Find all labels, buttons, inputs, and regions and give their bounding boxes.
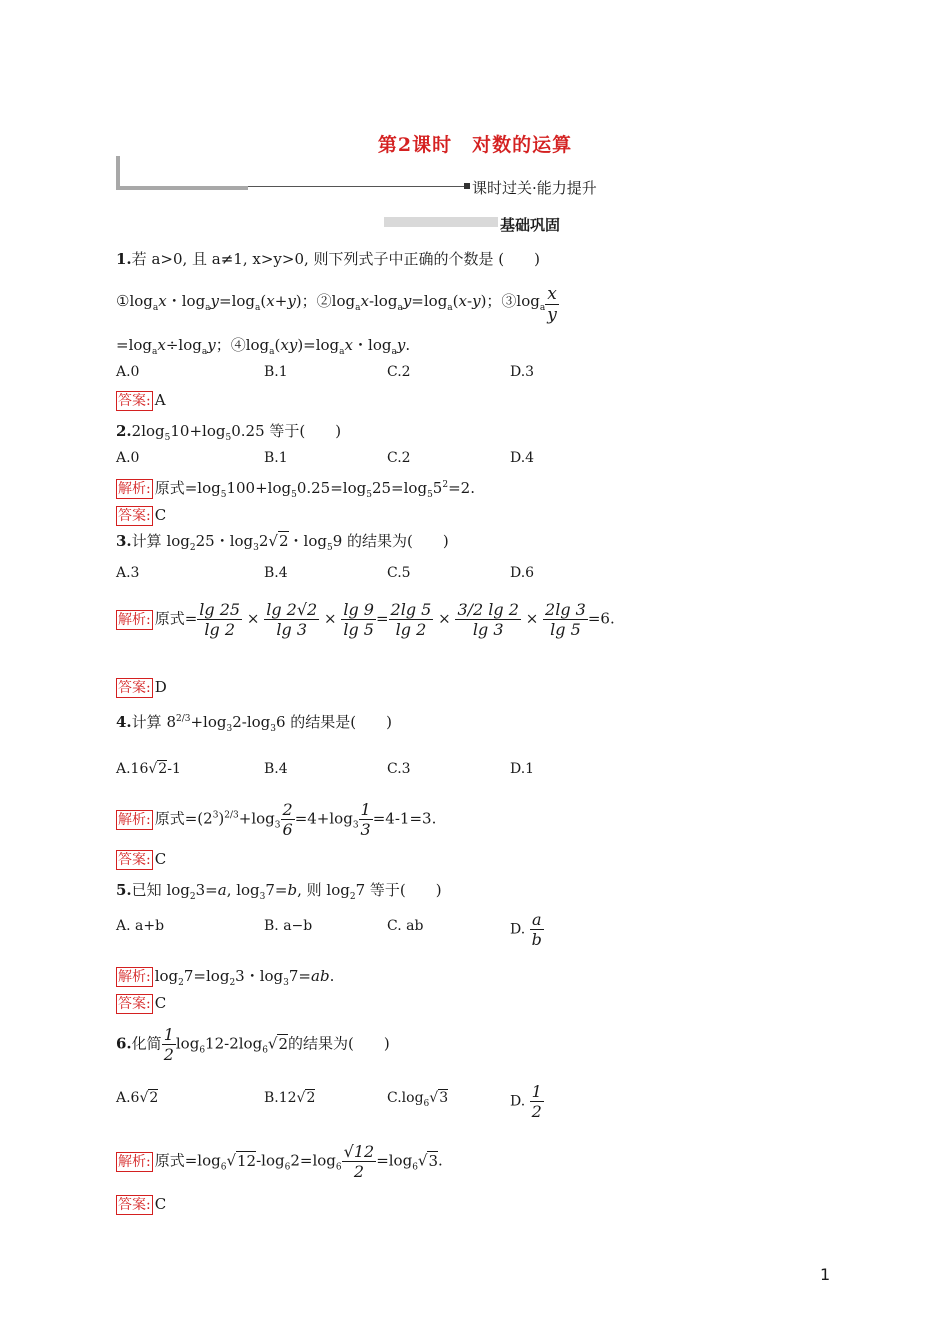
question-5-option-d: D. $\frac{a}{b}$ [510,910,542,949]
question-3-option-c: C.5 [387,565,411,581]
question-2-option-c: C.2 [387,450,411,466]
question-6-option-d: D. $\frac{1}{2}$ [510,1082,542,1121]
question-4-option-c: C.3 [387,761,411,777]
question-6-number: 6. [116,1034,132,1053]
question-3-answer-value: D [154,678,167,696]
question-5-answer-value: C [154,994,167,1012]
question-1-option-b: B.1 [264,364,288,380]
question-6-answer [116,1195,166,1215]
answer-tag: 答案: [118,1197,151,1213]
subsection-bar [384,217,498,227]
question-5-analysis: 解析: $\log_27=\log_23$・$\log_37=ab$. [118,967,335,988]
question-3-option-d: D.6 [510,565,535,581]
question-2-number: 2. [116,422,132,440]
bullet-square-icon [464,183,470,189]
page-number: 1 [820,1265,831,1284]
question-1-option-c: C.2 [387,364,411,380]
question-4-option-d: D.1 [510,761,535,777]
question-1-option-a: A.0 [116,364,140,380]
header-decoration-vertical [116,156,120,190]
question-1-statements-cont: $=\log_ax\div\log_ay$；$④\log_a(xy)=\log_ax$・$\log_ay$. [116,336,411,357]
question-6-option-c: $C.\log_6√3$ [387,1090,449,1109]
section-label: 课时过关·能力提升 [472,179,597,197]
question-5-option-c: C. ab [387,918,424,934]
analysis-tag: 解析: [118,1153,151,1170]
question-5-option-b: B. a−b [264,918,313,934]
answer-tag: 答案: [118,852,151,868]
question-6-answer-value: C [154,1195,167,1213]
answer-tag: 答案: [118,393,151,409]
question-2-option-b: B.1 [264,450,288,466]
question-1-stem [116,248,540,269]
question-3-analysis: 解析: 原式= $\frac{\lg 25}{\lg 2}$ × $\frac{\lg 2√2}{\lg 3}$ × $\frac{\lg 9}{\lg 5}$ = $\frac{2\lg 5}{\lg 2}$ × $\frac{3/2 \lg 2}{\lg 3}$ × $\frac{2\lg 3}{\lg 5}$ =6. [118,600,615,639]
question-3-stem: 3.计算 $\log_225$・$\log_32√2$・$\log_59$ 的结果为( ) [116,532,449,553]
question-3-option-a: A.3 [116,565,140,581]
page-title: 第2课时 对数的运算 [377,134,573,156]
question-6-option-a: A.6√2 [116,1090,159,1106]
question-1-answer-value: A [154,391,166,409]
question-5-answer [116,994,166,1014]
answer-tag: 答案: [118,508,151,524]
question-5-number: 5. [116,881,132,899]
question-4-option-b: B.4 [264,761,288,777]
question-3-number: 3. [116,532,132,550]
question-4-answer [116,850,166,870]
question-3-answer [116,678,167,698]
question-1-statements: $①\log_ax$・$\log_ay=\log_a(x+y)$；$②\log_ax-\log_ay=\log_a(x-y)$；$③\log_a$ $\frac{x}{y}$ [116,284,557,325]
question-3-option-b: B.4 [264,565,288,581]
question-5-stem: 5.已知 $\log_23=a$, $\log_37=b$, 则 $\log_27$ 等于( ) [116,881,442,902]
answer-tag: 答案: [118,680,151,696]
question-1-text: 若 a>0, 且 a≠1, x>y>0, 则下列式子中正确的个数是 ( ) [131,250,541,268]
analysis-tag: 解析: [118,811,151,828]
question-4-number: 4. [116,713,132,731]
question-1-option-d: D.3 [510,364,535,380]
question-6-analysis: 解析: 原式$=\log_6√12-\log_62=\log_6$ $\frac{√12}{2}$ $=\log_6√3$. [118,1142,443,1181]
answer-tag: 答案: [118,996,151,1012]
question-4-option-a: A.16√2-1 [116,761,181,777]
question-1-number: 1. [116,250,132,268]
question-1-answer [116,391,166,411]
question-6-stem: 6.化简 $\frac{1}{2}$ $\log_612-2\log_6√2$的结果为( ) [116,1025,390,1064]
header-rule [248,186,464,187]
question-2-option-d: D.4 [510,450,535,466]
question-6-option-b: B.12√2 [264,1090,316,1106]
question-2-option-a: A.0 [116,450,140,466]
question-4-analysis: 解析: 原式$=(2^3)^{2/3}+\log_3$ $\frac{2}{6}$ $=4+\log_3$ $\frac{1}{3}$ =4-1=3. [118,800,437,839]
analysis-tag: 解析: [118,481,151,497]
header-decoration-horizontal [116,186,248,190]
question-2-analysis: 解析: 原式$=\log_5100+\log_50.25=\log_525=\log_55^2=2$. [118,479,475,500]
subsection-label: 基础巩固 [500,216,561,234]
question-4-answer-value: C [154,850,167,868]
question-4-stem: 4.计算 $8^{2/3}+\log_32-\log_36$ 的结果是( ) [116,713,393,734]
analysis-tag: 解析: [118,611,151,628]
analysis-tag: 解析: [118,969,151,985]
question-2-answer [116,506,166,526]
question-2-answer-value: C [154,506,167,524]
question-2-stem: $2.2\log_510+\log_50.25$ 等于( ) [116,422,342,443]
question-5-option-a: A. a+b [116,918,165,934]
